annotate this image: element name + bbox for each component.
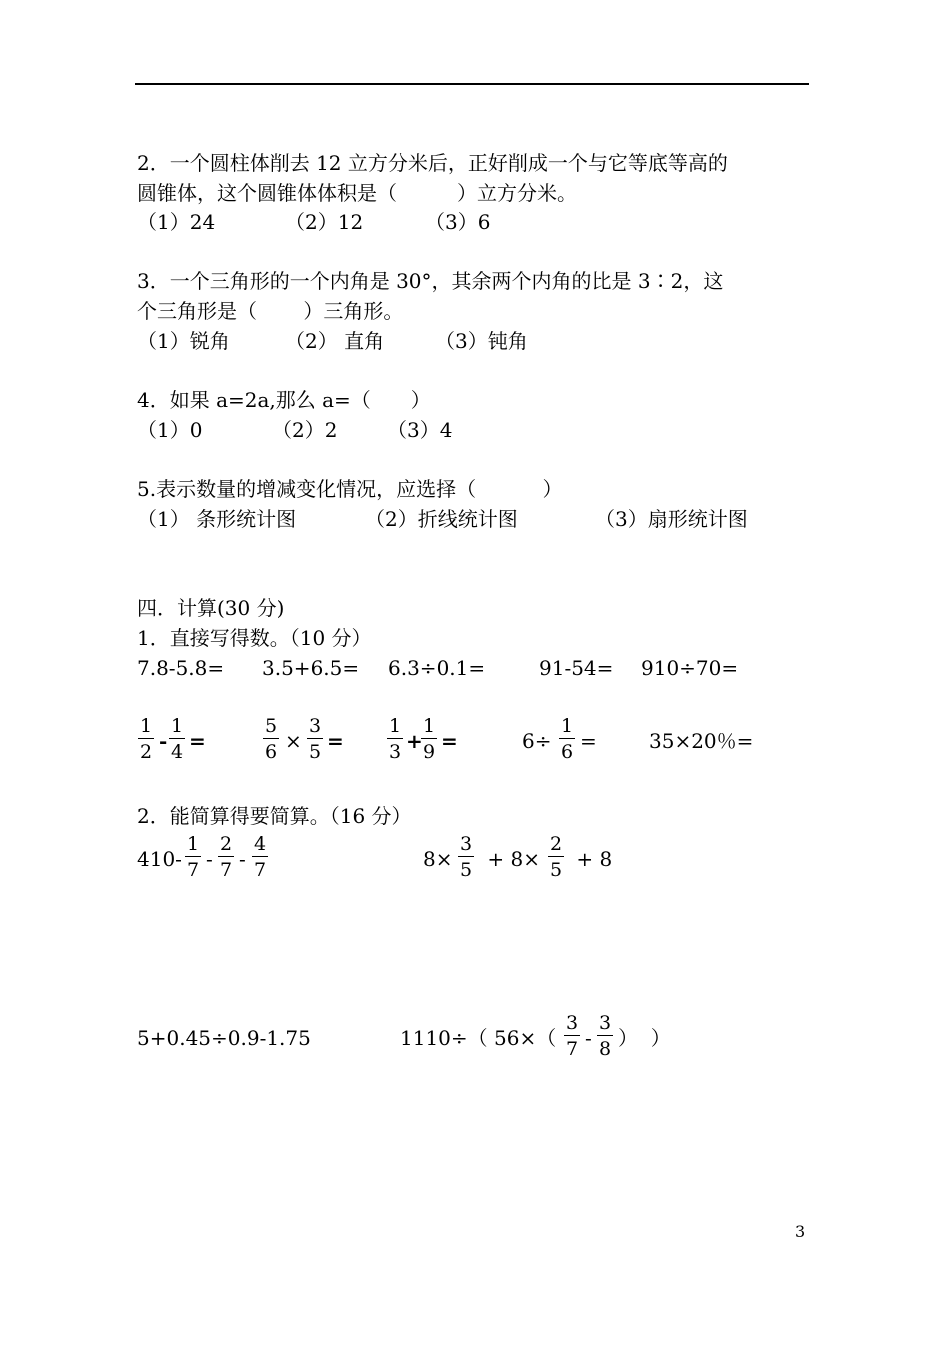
fraction <box>138 715 154 763</box>
page-number: 3 <box>795 1222 806 1241</box>
expr2-middle: + 8× <box>481 847 540 871</box>
fraction <box>458 833 474 881</box>
calc-2: 3.5+6.5= <box>262 656 360 680</box>
numerator: 1 <box>171 715 184 737</box>
equals-sign: = <box>580 729 597 753</box>
fraction <box>263 715 279 763</box>
section-title: 四．计算(30 分) <box>137 596 285 620</box>
numerator: 1 <box>561 715 574 737</box>
q4-option-3: （3）4 <box>387 418 453 442</box>
subsection-2-title: 2．能简算得要简算。（16 分） <box>137 804 412 828</box>
expr2-prefix: 8× <box>423 847 453 871</box>
fraction <box>387 715 403 763</box>
expr4-suffix: ） ） <box>618 1026 671 1050</box>
numerator: 1 <box>389 715 402 737</box>
numerator: 3 <box>460 833 473 855</box>
q2-option-3: （3）6 <box>425 210 491 234</box>
q3-line1: 3．一个三角形的一个内角是 30°，其余两个内角的比是 3∶2，这 <box>137 269 724 293</box>
expr1-prefix: 410- <box>137 847 182 871</box>
fraction <box>559 715 575 763</box>
denominator: 8 <box>599 1038 612 1060</box>
fraction <box>564 1012 580 1060</box>
calc-5: 910÷70= <box>641 656 739 680</box>
minus-sign: - <box>159 729 168 753</box>
denominator: 6 <box>265 741 278 763</box>
minus-sign: - <box>206 847 213 871</box>
equals-sign: = <box>189 729 206 753</box>
q2-line1: 2．一个圆柱体削去 12 立方分米后，正好削成一个与它等底等高的 <box>137 151 728 175</box>
numerator: 1 <box>140 715 153 737</box>
minus-sign: - <box>239 847 246 871</box>
denominator: 2 <box>140 741 153 763</box>
q5-line1: 5.表示数量的增减变化情况，应选择（ ） <box>137 477 563 501</box>
denominator: 7 <box>254 859 267 881</box>
denominator: 5 <box>309 741 322 763</box>
fraction <box>218 833 234 881</box>
calc-1: 7.8-5.8= <box>137 656 225 680</box>
fraction <box>307 715 323 763</box>
fraction <box>421 715 437 763</box>
numerator: 1 <box>187 833 200 855</box>
denominator: 7 <box>187 859 200 881</box>
denominator: 5 <box>460 859 473 881</box>
numerator: 5 <box>265 715 278 737</box>
denominator: 7 <box>566 1038 579 1060</box>
numerator: 2 <box>550 833 563 855</box>
fraction <box>548 833 564 881</box>
numerator: 3 <box>566 1012 579 1034</box>
q5-option-2: （2）折线统计图 <box>365 507 518 531</box>
q4-line1: 4．如果 a=2a,那么 a=（ ） <box>137 388 431 412</box>
q5-option-3: （3）扇形统计图 <box>595 507 748 531</box>
fraction <box>169 715 185 763</box>
q2-line2: 圆锥体，这个圆锥体体积是（ ）立方分米。 <box>137 181 577 205</box>
multiply-sign: × <box>285 729 302 753</box>
numerator: 2 <box>220 833 233 855</box>
divide-prefix: 6÷ <box>522 729 552 753</box>
denominator: 5 <box>550 859 563 881</box>
q3-line2: 个三角形是（ ）三角形。 <box>137 299 404 323</box>
header-rule <box>135 83 809 85</box>
expr4-prefix: 1110÷（ 56×（ <box>400 1026 557 1050</box>
equals-sign: = <box>441 729 458 753</box>
fraction <box>185 833 201 881</box>
q5-option-1: （1） 条形统计图 <box>137 507 297 531</box>
q3-option-1: （1）锐角 <box>137 329 230 353</box>
fraction <box>597 1012 613 1060</box>
q3-option-2: （2） 直角 <box>285 329 385 353</box>
calc-3: 6.3÷0.1= <box>388 656 486 680</box>
q4-option-2: （2）2 <box>272 418 338 442</box>
q2-option-1: （1）24 <box>137 210 216 234</box>
q4-option-1: （1）0 <box>137 418 203 442</box>
q2-option-2: （2）12 <box>285 210 364 234</box>
plus-sign: + <box>406 729 423 753</box>
numerator: 3 <box>309 715 322 737</box>
percent-calc: 35×20％= <box>649 729 754 753</box>
calc-4: 91-54= <box>539 656 614 680</box>
denominator: 3 <box>389 741 402 763</box>
subsection-1-title: 1．直接写得数。（10 分） <box>137 626 372 650</box>
expr2-suffix: + 8 <box>570 847 613 871</box>
denominator: 7 <box>220 859 233 881</box>
denominator: 4 <box>171 741 184 763</box>
q3-option-3: （3）钝角 <box>435 329 528 353</box>
equals-sign: = <box>327 729 344 753</box>
denominator: 9 <box>423 741 436 763</box>
numerator: 3 <box>599 1012 612 1034</box>
expr3: 5+0.45÷0.9-1.75 <box>137 1026 311 1050</box>
numerator: 4 <box>254 833 267 855</box>
numerator: 1 <box>423 715 436 737</box>
denominator: 6 <box>561 741 574 763</box>
minus-sign: - <box>585 1026 592 1050</box>
fraction <box>252 833 268 881</box>
